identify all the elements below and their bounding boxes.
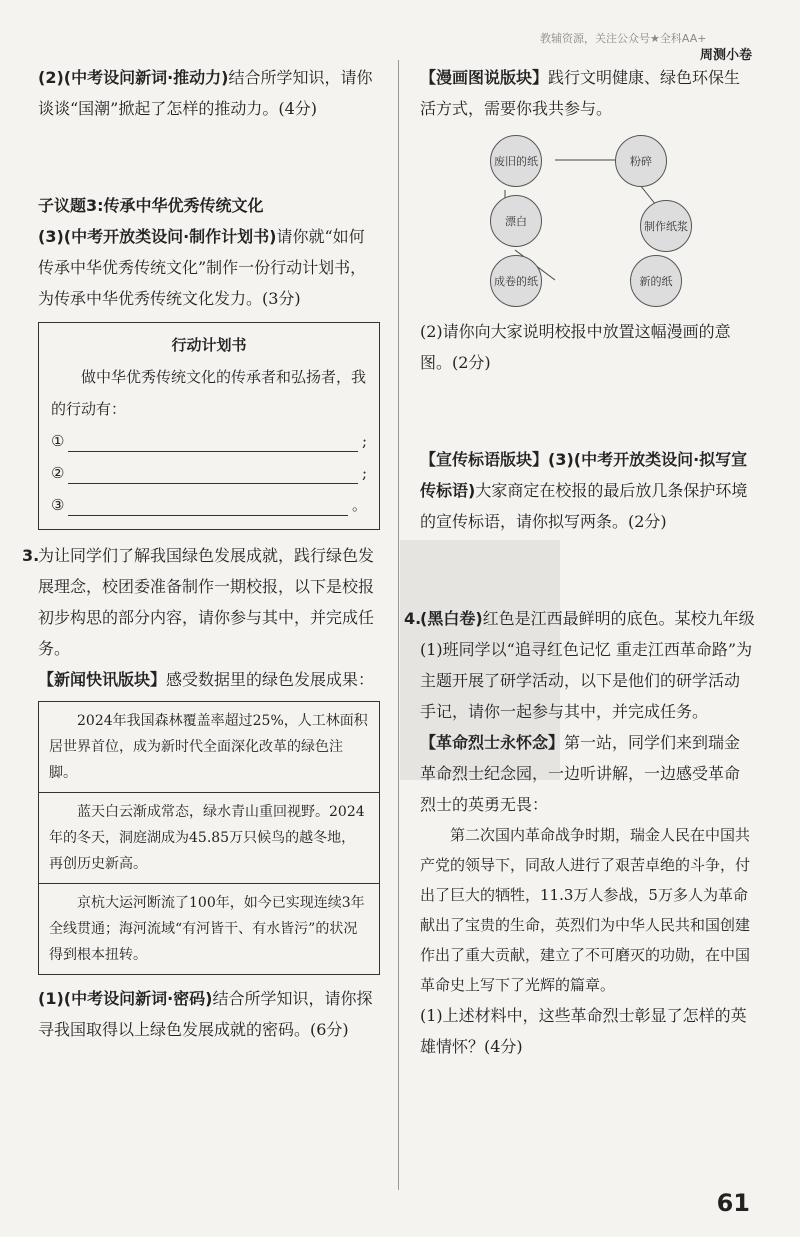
comic-section: [420, 62, 755, 124]
comic-node: 新的纸: [630, 255, 682, 307]
right-column: [404, 62, 755, 1062]
plan-line[interactable]: [51, 489, 367, 521]
question-3-3-tag: (3)(中考开放类设问·拟写宣传标语): [420, 450, 748, 500]
plan-intro: 做中华优秀传统文化的传承者和弘扬者，我的行动有：: [51, 368, 367, 418]
action-plan-box: [38, 322, 380, 530]
question-3-1-tag: (1)(中考设问新词·密码): [38, 989, 213, 1008]
plan-line[interactable]: [51, 457, 367, 489]
header-watermark: 教辅资源，关注公众号★全科AA+: [540, 32, 707, 45]
comic-node: 制作纸浆: [640, 200, 692, 252]
news-box: [38, 701, 380, 975]
question-number-3: 3.: [22, 546, 40, 565]
martyr-section: [420, 727, 755, 820]
news-item: 京杭大运河断流了100年，如今已实现连续3年全线贯通；海河流域“有河皆干、有水皆污”的状况得到根本扭转。: [49, 895, 365, 963]
comic-node: 废旧的纸: [490, 135, 542, 187]
news-text: 感受数据里的绿色发展成果：: [166, 670, 375, 689]
question-number-4: 4.: [404, 609, 422, 628]
plan-title: 行动计划书: [171, 336, 247, 354]
martyr-tag: 【革命烈士永怀念】: [420, 733, 565, 752]
plan-line-end: ;: [361, 432, 367, 450]
question-3-text: 请你就“如何传承中华优秀传统文化”制作一份行动计划书，为传承中华优秀传统文化发力。(3分): [38, 227, 367, 308]
martyr-story: 第二次国内革命战争时期，瑞金人民在中国共产党的领导下，同敌人进行了艰苦卓绝的斗争，付出了巨大的牺牲，11.3万人参战，5万多人为革命献出了宝贵的生命，英烈们为中华人民共和国创建作出了重大贡献，建立了不可磨灭的功勋，在中国革命史上写下了光辉的篇章。: [420, 826, 751, 994]
question-2: [38, 62, 380, 124]
header-title: 周测小卷: [700, 48, 753, 63]
subtopic-3-title: 子议题3:传承中华优秀传统文化: [38, 196, 264, 215]
page-number: 61: [716, 1189, 750, 1217]
news-item: 蓝天白云渐成常态，绿水青山重回视野。2024年的冬天，洞庭湖成为45.85万只候鸟的越冬地，再创历史新高。: [39, 793, 379, 884]
recycling-comic: [480, 130, 740, 310]
comic-node: 粉碎: [615, 135, 667, 187]
question-3-3-text: 大家商定在校报的最后放几条保护环境的宣传标语，请你拟写两条。(2分): [420, 481, 748, 531]
question-4-1: (1)上述材料中，这些革命烈士彰显了怎样的英雄情怀？(4分): [420, 1006, 747, 1056]
comic-tag: 【漫画图说版块】: [420, 68, 549, 87]
plan-line[interactable]: [51, 425, 367, 457]
news-item: 2024年我国森林覆盖率超过25%，人工林面积居世界首位，成为新时代全面深化改革的绿色注脚。: [39, 702, 379, 793]
question-3-1: [38, 983, 380, 1045]
question-4-main: [420, 603, 755, 727]
left-column: [22, 62, 380, 1045]
question-3-1-text: 结合所学知识，请你探寻我国取得以上绿色发展成就的密码。(6分): [38, 989, 373, 1039]
plan-line-num: ①: [51, 432, 65, 450]
question-2-tag: (2)(中考设问新词·推动力): [38, 68, 229, 87]
question-4-text: 红色是江西最鲜明的底色。某校九年级(1)班同学以“追寻红色记忆 重走江西革命路”为主题开展了研学活动，以下是他们的研学活动手记，请你一起参与其中，并完成任务。: [420, 609, 755, 721]
question-3: [38, 221, 380, 314]
question-2-text: 结合所学知识，请你谈谈“国潮”掀起了怎样的推动力。(4分): [38, 68, 373, 118]
column-divider: [398, 60, 399, 1190]
question-block-4: [404, 603, 755, 727]
comic-node: 漂白: [490, 195, 542, 247]
question-block-3: [22, 540, 380, 664]
plan-line-end: ;: [361, 464, 367, 482]
question-4-tag: (黑白卷): [420, 609, 483, 628]
martyr-text: 第一站，同学们来到瑞金革命烈士纪念园，一边听讲解，一边感受革命烈士的英勇无畏：: [420, 733, 741, 814]
comic-text: 践行文明健康、绿色环保生活方式，需要你我共参与。: [420, 68, 741, 118]
comic-node: 成卷的纸: [490, 255, 542, 307]
plan-line-num: ③: [51, 496, 65, 514]
news-section: [38, 664, 380, 695]
question-3-2: (2)请你向大家说明校报中放置这幅漫画的意图。(2分): [420, 322, 731, 372]
plan-line-num: ②: [51, 464, 65, 482]
plan-line-end: 。: [351, 496, 367, 514]
slogan-tag: 【宣传标语版块】: [420, 450, 549, 469]
news-tag: 【新闻快讯版块】: [38, 670, 167, 689]
question-3-tag: (3)(中考开放类设问·制作计划书): [38, 227, 277, 246]
slogan-section: [420, 444, 755, 537]
question-3-main: 为让同学们了解我国绿色发展成就，践行绿色发展理念，校团委准备制作一期校报，以下是校报初步构思的部分内容，请你参与其中，并完成任务。: [38, 546, 375, 658]
